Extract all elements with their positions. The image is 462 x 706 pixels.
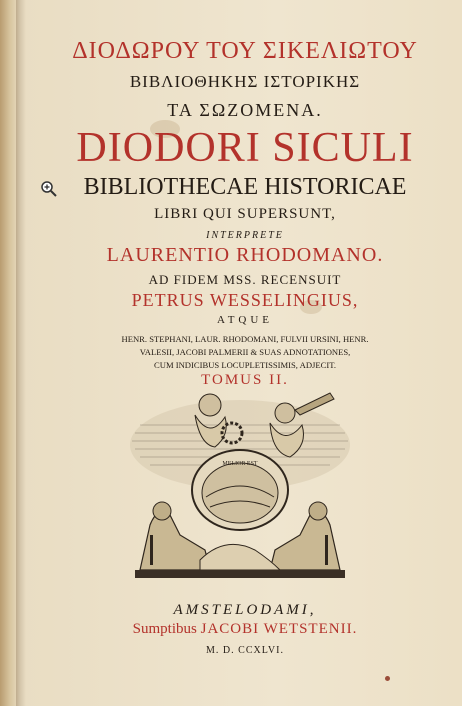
ad-fidem-line: AD FIDEM MSS. RECENSUIT	[148, 272, 342, 287]
greek-title: ΔΙΟΔΩΡΟΥ ΤΟΥ ΣΙΚΕΛΙΩΤΟΥ	[72, 38, 418, 64]
volume-line: TOMUS II.	[201, 372, 289, 388]
greek-subtitle: ΒΙΒΛΙΟΘΗΚΗΣ ΙΣΤΟΡΙΚΗΣ	[129, 72, 361, 91]
main-title: DIODORI SICULI	[76, 125, 414, 171]
books-line: LIBRI QUI SUPERSUNT,	[154, 206, 336, 222]
printer-device-vignette	[120, 385, 360, 585]
year-line: M. D. CCXLVI.	[206, 645, 284, 656]
work-title: BIBLIOTHECAE HISTORICAE	[83, 174, 407, 200]
atque-line: ATQUE	[216, 314, 274, 326]
contributors-line-1: HENR. STEPHANI, LAUR. RHODOMANI, FULVII URSINI, HENR.	[121, 334, 369, 344]
title-block	[40, 0, 450, 706]
greek-remains: ΤΑ ΣΩΖΟΜΕΝΑ.	[167, 100, 323, 120]
publisher-prefix: Sumptibus	[132, 621, 197, 637]
editor-line: PETRUS WESSELINGIUS,	[131, 290, 359, 310]
page-fold-shadow	[16, 0, 26, 706]
indices-line: CUM INDICIBUS LOCUPLETISSIMIS, ADJECIT.	[154, 360, 336, 370]
contributors-line-2: VALESII, JACOBI PALMERII & SUAS ADNOTATIONES,	[139, 347, 351, 357]
ink-spot	[385, 676, 390, 681]
interprete-line: INTERPRETE	[206, 230, 284, 241]
translator-line: LAURENTIO RHODOMANO.	[106, 244, 384, 266]
place-line: AMSTELODAMI,	[173, 602, 317, 618]
vignette-motto: MELIOR EST	[222, 461, 258, 467]
zoom-in-icon[interactable]	[40, 180, 58, 198]
publisher-line	[40, 621, 450, 638]
publisher-name: JACOBI WETSTENII.	[200, 621, 358, 637]
